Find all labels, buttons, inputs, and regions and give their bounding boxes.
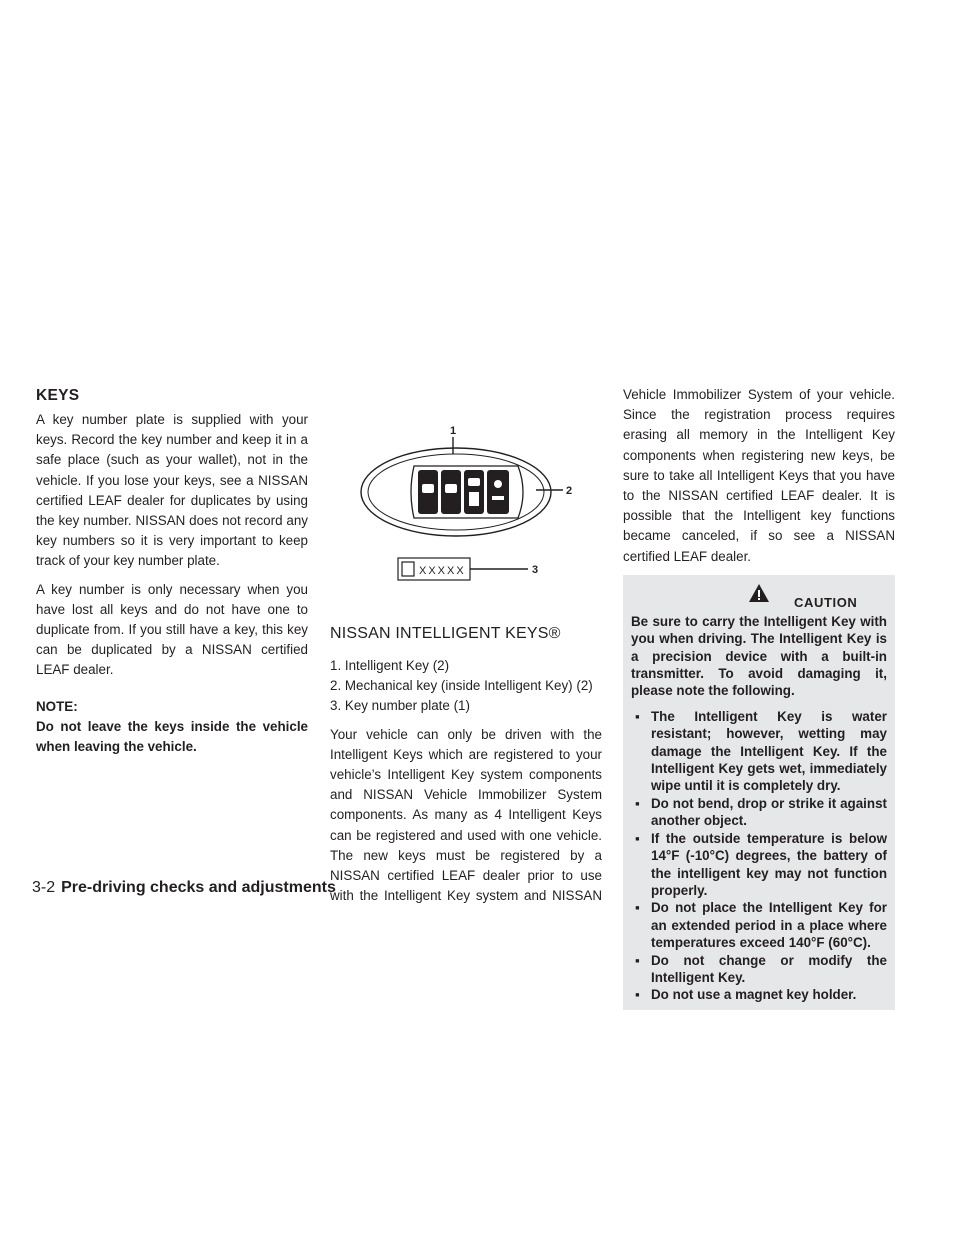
key-illustration: [356, 418, 588, 584]
intelligent-keys-section: [330, 624, 602, 915]
caution-title: CAUTION: [794, 594, 858, 610]
callout-3: 3: [532, 564, 539, 576]
caution-item: ▪ Do not change or modify the Intelligent Key.: [631, 952, 887, 987]
continued-column: [623, 385, 895, 1010]
caution-item: ▪ Do not use a magnet key holder.: [631, 986, 887, 1003]
callout-1: 1: [450, 425, 457, 437]
plate-text: XXXXX: [419, 565, 466, 577]
caution-intro: Be sure to carry the Intelligent Key with you when driving. The Intelligent Key is a precision device with a built-in transmitter. To avoid damaging it, please note the following.: [631, 613, 887, 699]
intelligent-keys-paragraph-continued: Vehicle Immobilizer System of your vehicle. Since the registration process requires erasing all memory in the Intelligent Key components when registering new keys, be sure to take all Intelligent Keys that you have to the NISSAN certified LEAF dealer. It is possible that the Intelligent key functions became canceled, if so see a NISSAN certified LEAF dealer.: [623, 387, 895, 564]
keys-paragraph-2: A key number is only necessary when you have lost all keys and do not have one to duplicate from. If you still have a key, this key can be duplicated by a NISSAN certified LEAF dealer.: [36, 581, 308, 678]
keys-heading: KEYS: [36, 387, 80, 404]
figure-legend-list: [330, 656, 602, 717]
caution-list: [631, 708, 887, 1004]
caution-item: ▪ If the outside temperature is below 14°F (-10°C) degrees, the battery of the intelligent key may not function properly.: [631, 830, 887, 900]
caution-header: [631, 581, 887, 613]
caution-item: ▪ The Intelligent Key is water resistant; however, wetting may damage the Intelligent Key. If the Intelligent Key gets wet, immediately wipe until it is completely dry.: [631, 708, 887, 795]
panic-button-icon: [487, 470, 509, 514]
list-item: 3. Key number plate (1): [330, 698, 470, 714]
caution-item: ▪ Do not bend, drop or strike it against another object.: [631, 795, 887, 830]
note-text: Do not leave the keys inside the vehicle when leaving the vehicle.: [36, 718, 308, 754]
keys-section: [36, 386, 308, 765]
callout-2: 2: [566, 485, 573, 497]
intelligent-keys-heading: NISSAN INTELLIGENT KEYS®: [330, 625, 561, 642]
keys-paragraph-1: A key number plate is supplied with your keys. Record the key number and keep it in a safe place (such as your wallet), not in the vehicle. If you lose your keys, see a NISSAN certified LEAF dealer for duplicates by using the key number. NISSAN does not record any key numbers so it is very important to keep track of your key number plate.: [36, 412, 308, 569]
list-item: 1. Intelligent Key (2): [330, 658, 450, 673]
note-label: NOTE:: [36, 698, 78, 714]
warning-triangle-icon: [748, 583, 770, 603]
intelligent-key-figure: [356, 418, 588, 589]
caution-box: [623, 575, 895, 1010]
key-number-plate: [402, 562, 414, 576]
footer-section-title: Pre-driving checks and adjustments: [61, 879, 336, 896]
list-item: 2. Mechanical key (inside Intelligent Key) (2): [330, 678, 593, 694]
caution-item: ▪ Do not place the Intelligent Key for an extended period in a place where temperatures exceed 140°F (60°C).: [631, 899, 887, 951]
intelligent-keys-paragraph: Your vehicle can only be driven with the Intelligent Keys which are registered to your vehicle’s Intelligent Key system components and NISSAN Vehicle Immobilizer System components. As many as 4 Intelligent Keys can be registered and used with one vehicle. The new keys must be registered by a NISSAN certified LEAF dealer prior to use with the Intelligent Key system and NISSAN: [330, 726, 602, 904]
page-footer: [0, 876, 400, 900]
page-number: 3-2: [32, 879, 56, 896]
